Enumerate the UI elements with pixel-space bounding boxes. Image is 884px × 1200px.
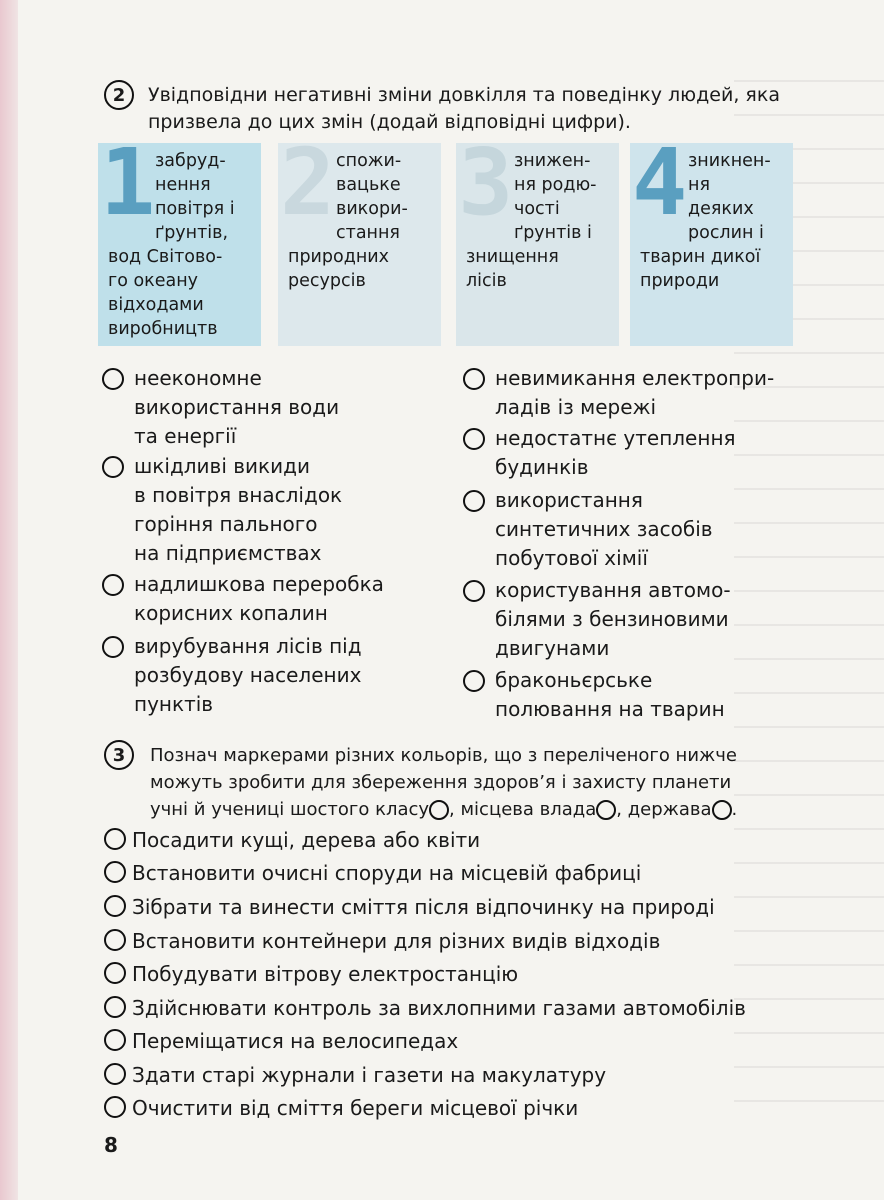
card-3-line: ня родю- [514,175,597,195]
task2-prompt [148,82,828,136]
card-2 [278,129,441,346]
students-color-circle[interactable] [429,800,449,820]
item-line: вирубування лісів під [134,634,362,658]
left-item-1-text [134,364,339,451]
task3-prompt-line2: можуть зробити для збереження здоров’я і захисту планети [150,772,732,793]
task2-number-badge [104,80,134,110]
action-circle[interactable] [104,1063,126,1085]
action-item [104,1026,458,1056]
left-item-2-text [134,452,342,568]
card-4-line: рослин і [688,223,764,243]
action-item [104,993,746,1023]
card-2-line: викори- [336,199,408,219]
task3-prompt [150,742,830,823]
card-4-line: ня [688,175,710,195]
task2-prompt-line1: Увідповідни негативні зміни довкілля та поведінку людей, яка [148,84,780,106]
card-1-line: відходами [108,295,204,315]
card-4 [630,129,793,346]
left-item-3-text [134,570,384,628]
card-1-line: повітря і [155,199,235,219]
item-line: використання води [134,395,340,419]
item-line: використання [495,488,643,512]
action-item [104,1093,578,1123]
period: . [731,799,738,820]
item-line: неекономне [134,366,262,390]
item-line: недостатнє утеплення [495,426,736,450]
card-1 [98,129,261,346]
item-line: горіння пального [134,512,318,536]
action-circle[interactable] [104,861,126,883]
card-4-line: деяких [688,199,754,219]
card-2-line: спожи- [336,151,402,171]
card-2-line: ресурсів [288,271,366,291]
item-line: користування автомо- [495,578,731,602]
action-item [104,892,715,922]
action-circle[interactable] [104,828,126,850]
item-line: невимикання електропри- [495,366,775,390]
card-1-line: нення [155,175,211,195]
card-1-digit: 1 [100,129,156,236]
card-3-line: чості [514,199,560,219]
task3-number: 3 [112,744,126,766]
item-line: корисних копалин [134,601,328,625]
action-text: Встановити очисні споруди на місцевій фабриці [132,861,642,885]
card-4-digit: 4 [632,129,688,236]
state-label: , держава [616,799,712,820]
page-edge [0,0,18,1200]
item-line: будинків [495,455,589,479]
card-2-line: стання [336,223,400,243]
right-item-4-text [495,576,731,663]
item-line: двигунами [495,636,610,660]
answer-circle[interactable] [463,670,485,692]
action-item [104,858,641,888]
action-text: Здати старі журнали і газети на макулатуру [132,1063,607,1087]
card-1-line: ґрунтів, [155,223,229,243]
item-line: пунктів [134,692,214,716]
answer-circle[interactable] [102,456,124,478]
card-3-line: знижен- [514,151,591,171]
action-text: Посадити кущі, дерева або квіти [132,828,481,852]
page-number: 8 [104,1133,118,1157]
action-text: Встановити контейнери для різних видів відходів [132,929,661,953]
card-2-line: природних [288,247,390,267]
card-1-text [108,149,258,341]
action-circle[interactable] [104,1096,126,1118]
action-circle[interactable] [104,895,126,917]
action-text: Переміщатися на велосипедах [132,1029,459,1053]
local-authority-color-circle[interactable] [596,800,616,820]
card-1-line: забруд- [155,151,226,171]
action-item [104,959,518,989]
right-item-5-text [495,666,725,724]
right-item-1-text [495,364,774,422]
card-3 [456,129,619,346]
answer-circle[interactable] [102,368,124,390]
right-item-3-text [495,486,713,573]
left-item-4-text [134,632,362,719]
item-line: надлишкова переробка [134,572,384,596]
task2-prompt-line2: призвела до цих змін (додай відповідні цифри). [148,111,631,133]
action-circle[interactable] [104,929,126,951]
answer-circle[interactable] [102,636,124,658]
students-label: учні й учениці шостого класу [150,799,430,820]
card-1-line: виробництв [108,319,218,339]
action-text: Здійснювати контроль за вихлопними газами автомобілів [132,996,746,1020]
task3-number-badge [104,740,134,770]
card-3-digit: 3 [458,129,514,236]
item-line: синтетичних засобів [495,517,713,541]
action-circle[interactable] [104,1029,126,1051]
action-circle[interactable] [104,996,126,1018]
item-line: та енергії [134,424,237,448]
action-item [104,825,480,855]
action-item [104,926,660,956]
action-circle[interactable] [104,962,126,984]
item-line: на підприємствах [134,541,322,565]
item-line: побутової хімії [495,546,648,570]
item-line: розбудову населених [134,663,362,687]
card-1-line: вод Світово- [108,247,223,267]
state-color-circle[interactable] [712,800,732,820]
card-2-text [288,149,438,293]
card-2-line: вацьке [336,175,401,195]
task3-prompt-line3 [150,796,830,823]
answer-circle[interactable] [463,580,485,602]
card-3-line: ґрунтів і [514,223,592,243]
card-3-text [466,149,616,293]
task3-prompt-line1: Познач маркерами різних кольорів, що з переліченого нижче [150,745,737,766]
action-text: Очистити від сміття береги місцевої річки [132,1096,579,1120]
card-1-line: го океану [108,271,199,291]
card-3-line: знищення [466,247,559,267]
item-line: ладів із мережі [495,395,657,419]
card-4-text [640,149,790,293]
card-3-line: лісів [466,271,507,291]
action-item [104,1060,606,1090]
item-line: шкідливі викиди [134,454,310,478]
card-4-line: природи [640,271,720,291]
answer-circle[interactable] [463,490,485,512]
card-4-line: тварин дикої [640,247,761,267]
item-line: браконьєрське [495,668,653,692]
local-authority-label: , місцева влада [449,799,597,820]
right-item-2-text [495,424,736,482]
card-2-digit: 2 [280,129,336,236]
answer-circle[interactable] [102,574,124,596]
action-text: Зібрати та винести сміття після відпочинку на природі [132,895,715,919]
item-line: в повітря внаслідок [134,483,343,507]
item-line: полювання на тварин [495,697,725,721]
action-text: Побудувати вітрову електростанцію [132,962,519,986]
task2-number: 2 [112,84,126,106]
answer-circle[interactable] [463,428,485,450]
answer-circle[interactable] [463,368,485,390]
item-line: білями з бензиновими [495,607,729,631]
card-4-line: зникнен- [688,151,771,171]
